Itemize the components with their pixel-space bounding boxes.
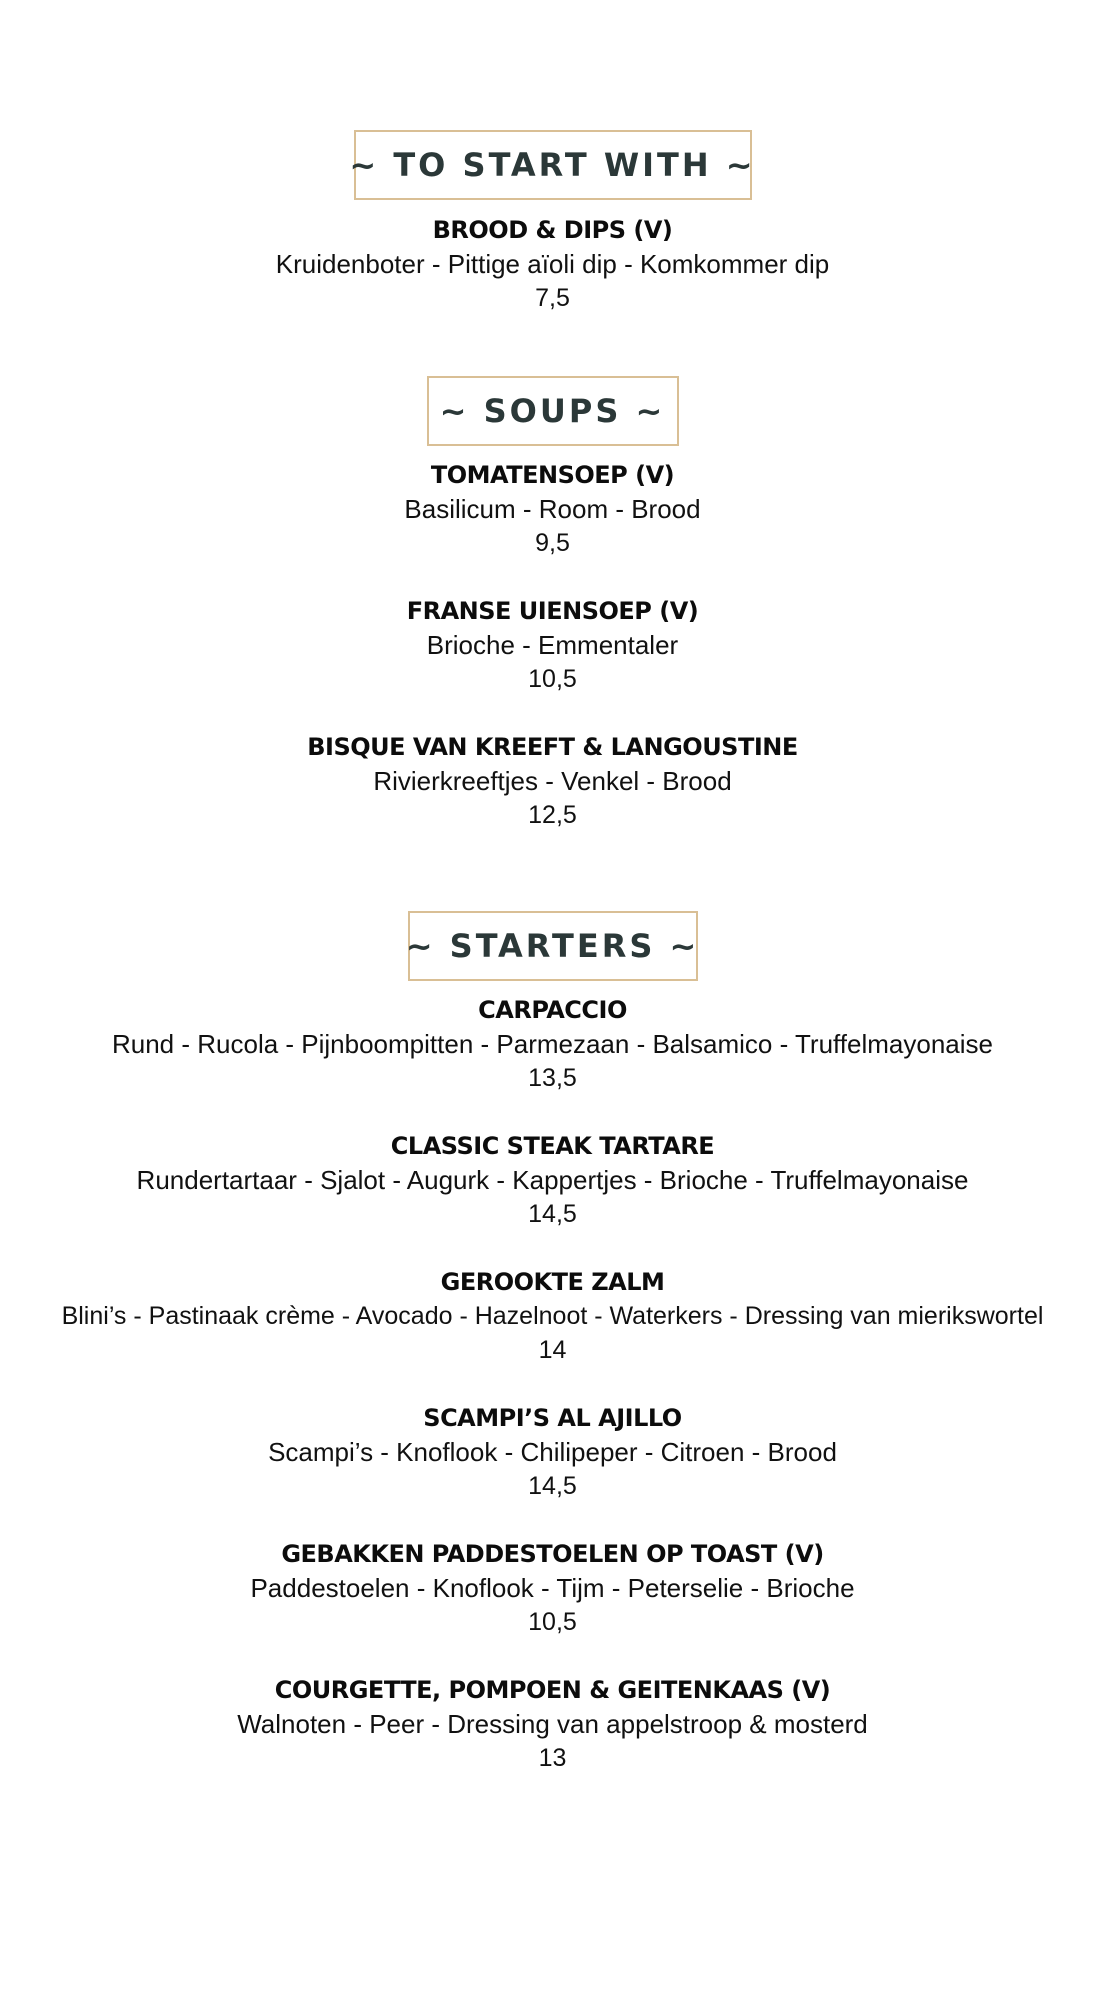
item-description: Basilicum - Room - Brood bbox=[404, 494, 701, 524]
item-price: 10,5 bbox=[528, 665, 577, 693]
menu-item bbox=[0, 1673, 1105, 1775]
item-description: Rund - Rucola - Pijnboompitten - Parmezaan - Balsamico - Truffelmayonaise bbox=[111, 1029, 994, 1059]
item-name: GEROOKTE ZALM bbox=[440, 1268, 665, 1296]
item-name: TOMATENSOEP (V) bbox=[430, 461, 675, 489]
item-name: GEBAKKEN PADDESTOELEN OP TOAST (V) bbox=[281, 1540, 824, 1568]
menu-item bbox=[0, 1129, 1105, 1231]
item-price: 14,5 bbox=[528, 1200, 577, 1228]
item-price: 14,5 bbox=[528, 1472, 577, 1500]
item-price: 13,5 bbox=[528, 1064, 577, 1092]
item-description: Scampi’s - Knoflook - Chilipeper - Citroen - Brood bbox=[268, 1437, 837, 1467]
item-name: BROOD & DIPS (V) bbox=[432, 216, 673, 244]
menu-item bbox=[0, 213, 1105, 315]
menu-item bbox=[0, 594, 1105, 696]
item-description: Brioche - Emmentaler bbox=[426, 630, 679, 660]
item-name: SCAMPI’S AL AJILLO bbox=[423, 1404, 682, 1432]
item-name: CLASSIC STEAK TARTARE bbox=[390, 1132, 715, 1160]
item-name: CARPACCIO bbox=[478, 996, 627, 1024]
item-name: FRANSE UIENSOEP (V) bbox=[406, 597, 699, 625]
menu-item bbox=[0, 993, 1105, 1095]
item-price: 14 bbox=[538, 1336, 567, 1364]
menu-item bbox=[0, 730, 1105, 832]
menu-item bbox=[0, 1537, 1105, 1639]
item-price: 10,5 bbox=[528, 1608, 577, 1636]
menu-item bbox=[0, 458, 1105, 560]
item-price: 12,5 bbox=[528, 801, 577, 829]
item-price: 13 bbox=[538, 1744, 567, 1772]
section-header-starters: ~ STARTERS ~ bbox=[408, 911, 698, 981]
item-description: Rivierkreeftjes - Venkel - Brood bbox=[373, 766, 732, 796]
item-name: BISQUE VAN KREEFT & LANGOUSTINE bbox=[307, 733, 798, 761]
item-name: COURGETTE, POMPOEN & GEITENKAAS (V) bbox=[274, 1676, 831, 1704]
menu-item bbox=[0, 1265, 1105, 1367]
item-description: Kruidenboter - Pittige aïoli dip - Komkommer dip bbox=[275, 249, 830, 279]
section-header-soups: ~ SOUPS ~ bbox=[427, 376, 679, 446]
item-price: 9,5 bbox=[535, 529, 570, 557]
item-description: Blini’s - Pastinaak crème - Avocado - Hazelnoot - Waterkers - Dressing van mierikswortel bbox=[61, 1302, 1044, 1330]
item-description: Paddestoelen - Knoflook - Tijm - Peterselie - Brioche bbox=[250, 1573, 855, 1603]
item-price: 7,5 bbox=[535, 284, 570, 312]
menu-item bbox=[0, 1401, 1105, 1503]
item-description: Walnoten - Peer - Dressing van appelstroop & mosterd bbox=[237, 1709, 868, 1739]
section-header-to-start-with: ~ TO START WITH ~ bbox=[354, 130, 752, 200]
item-description: Rundertartaar - Sjalot - Augurk - Kappertjes - Brioche - Truffelmayonaise bbox=[136, 1165, 969, 1195]
